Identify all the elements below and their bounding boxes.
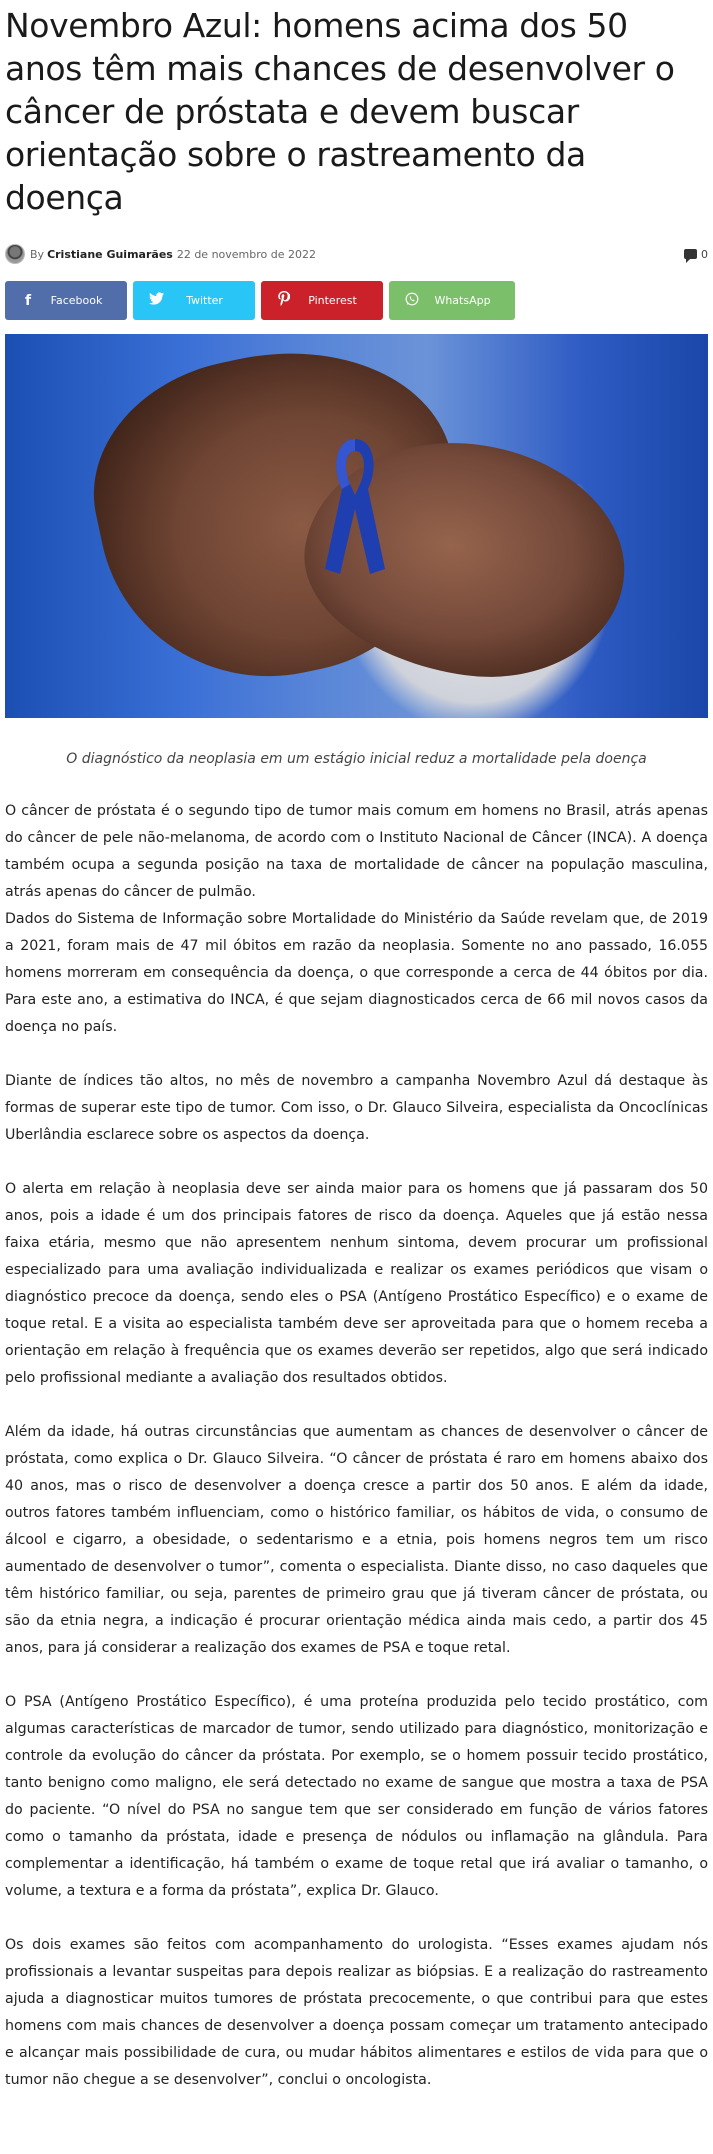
article-paragraph: Os dois exames são feitos com acompanhamento do urologista. “Esses exames ajudam nós profissionais a levantar suspeitas para depois realizar as biópsias. E a realização do rastreamento ajuda a diagnosticar muitos tumores de próstata precocemente, o que contribui para que estes homens com mais chances de desenvolver a doença possam começar um tratamento antecipado e alcançar mais possibilidade de cura, ou mudar hábitos alimentares e estilos de vida para que o tumor não chegue a se desenvolver”, conclui o oncologista. [5, 1937, 708, 2088]
author-avatar[interactable] [5, 244, 25, 264]
author-link[interactable]: Cristiane Guimarães [47, 247, 173, 261]
share-facebook-button[interactable] [5, 281, 127, 320]
share-whatsapp-button[interactable] [389, 281, 515, 320]
article-paragraph: Dados do Sistema de Informação sobre Mortalidade do Ministério da Saúde revelam que, de 2019 a 2021, foram mais de 47 mil óbitos em razão da neoplasia. Somente no ano passado, 16.055 homens morreram em consequência da doença, o que corresponde a cerca de 44 óbitos por dia. Para este ano, a estimativa do INCA, é que sejam diagnosticados cerca de 66 mil novos casos da doença no país. [5, 911, 708, 1035]
share-bar [5, 281, 708, 320]
article-paragraph: O PSA (Antígeno Prostático Específico), é uma proteína produzida pelo tecido prostático, com algumas características de marcador de tumor, sendo utilizado para diagnóstico, monitorização e controle da evolução do câncer da próstata. Por exemplo, se o homem possuir tecido prostático, tanto benigno como maligno, ele será detectado no exame de sangue que mostra a taxa de PSA do paciente. “O nível do PSA no sangue tem que ser considerado em função de vários fatores como o tamanho da próstata, idade e presença de nódulos ou inflamação na glândula. Para complementar a identificação, há também o exame de toque retal que irá avaliar o tamanho, o volume, a textura e a forma da próstata”, explica Dr. Glauco. [5, 1694, 708, 1899]
share-twitter-button[interactable] [133, 281, 255, 320]
article-meta [5, 243, 708, 265]
share-pinterest-label: Pinterest [308, 294, 357, 307]
comments-link[interactable] [684, 248, 708, 261]
share-facebook-label: Facebook [50, 294, 103, 307]
article-body [5, 798, 708, 2094]
twitter-icon [148, 292, 164, 309]
share-pinterest-button[interactable] [261, 281, 383, 320]
article-title: Novembro Azul: homens acima dos 50 anos têm mais chances de desenvolver o câncer de próstata e devem buscar orientação sobre o rastreamento da doença [5, 6, 675, 217]
share-whatsapp-label: WhatsApp [434, 294, 491, 307]
article-paragraph: O câncer de próstata é o segundo tipo de tumor mais comum em homens no Brasil, atrás apenas do câncer de pele não-melanoma, de acordo com o Instituto Nacional de Câncer (INCA). A doença também ocupa a segunda posição na taxa de mortalidade de câncer na população masculina, atrás apenas do câncer de pulmão. [5, 803, 708, 900]
comment-icon [684, 249, 697, 259]
whatsapp-icon [404, 292, 420, 310]
facebook-icon: f [24, 292, 32, 309]
publish-date: 22 de novembro de 2022 [176, 247, 316, 261]
image-caption: O diagnóstico da neoplasia em um estágio inicial reduz a mortalidade pela doença [66, 751, 647, 767]
blue-ribbon-icon [320, 429, 390, 579]
article-paragraph: Diante de índices tão altos, no mês de novembro a campanha Novembro Azul dá destaque às formas de superar este tipo de tumor. Com isso, o Dr. Glauco Silveira, especialista da Oncoclínicas Uberlândia esclarece sobre os aspectos da doença. [5, 1073, 708, 1143]
pinterest-icon [276, 291, 292, 310]
share-twitter-label: Twitter [186, 294, 223, 307]
article-hero-image [5, 334, 708, 718]
by-label: By [30, 247, 45, 261]
comments-count: 0 [701, 247, 708, 261]
article-paragraph: Além da idade, há outras circunstâncias que aumentam as chances de desenvolver o câncer de próstata, como explica o Dr. Glauco Silveira. “O câncer de próstata é raro em homens abaixo dos 40 anos, mas o risco de desenvolver a doença cresce a partir dos 50 anos. E além da idade, outros fatores também influenciam, como o histórico familiar, os hábitos de vida, o consumo de álcool e cigarro, a obesidade, o sedentarismo e a etnia, pois homens negros tem um risco aumentado de desenvolver o tumor”, comenta o especialista. Diante disso, no caso daqueles que têm histórico familiar, ou seja, parentes de primeiro grau que já tiveram câncer de próstata, ou são da etnia negra, a indicação é procurar orientação médica ainda mais cedo, a partir dos 45 anos, para já considerar a realização dos exames de PSA e toque retal. [5, 1424, 708, 1656]
article-paragraph: O alerta em relação à neoplasia deve ser ainda maior para os homens que já passaram dos 50 anos, pois a idade é um dos principais fatores de risco da doença. Aqueles que já estão nessa faixa etária, mesmo que não apresentem nenhum sintoma, devem procurar um profissional especializado para uma avaliação individualizada e realizar os exames periódicos que visam o diagnóstico precoce da doença, sendo eles o PSA (Antígeno Prostático Específico) e o exame de toque retal. E a visita ao especialista também deve ser aproveitada para que o homem receba a orientação em relação à frequência que os exames deverão ser repetidos, algo que será indicado pelo profissional mediante a avaliação dos resultados obtidos. [5, 1181, 708, 1386]
